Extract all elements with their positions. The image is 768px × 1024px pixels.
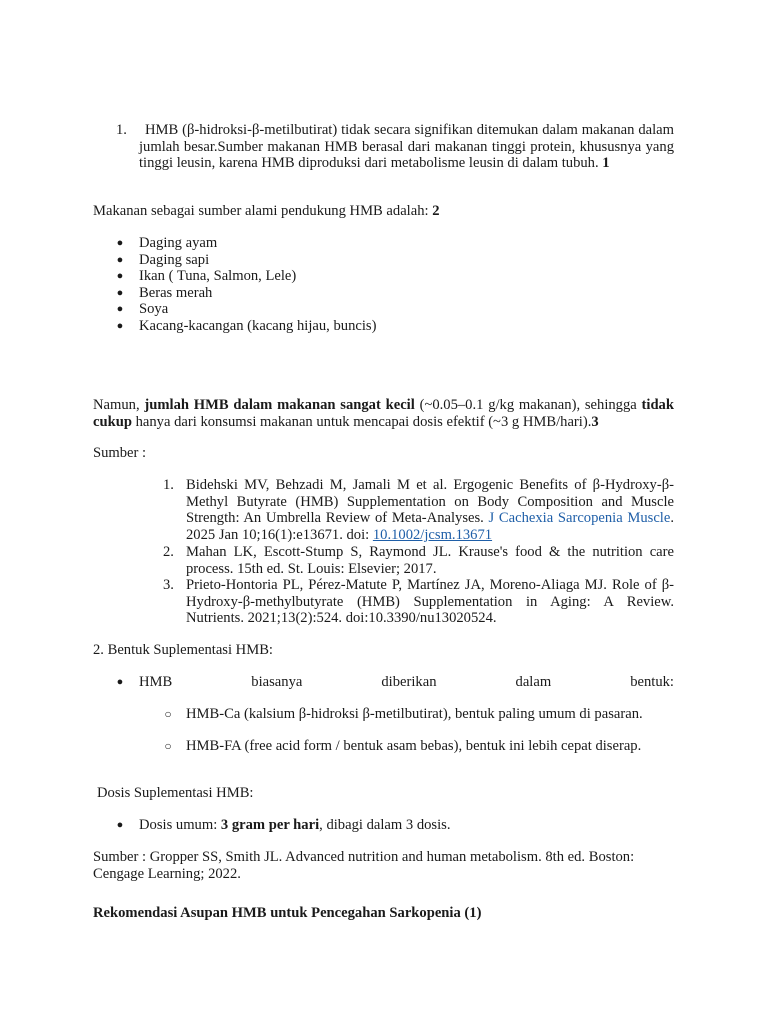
recommendation-heading: Rekomendasi Asupan HMB untuk Pencegahan Sarkopenia (1) [93, 905, 482, 921]
list-item: Beras merah [139, 284, 213, 301]
dosage-source: Sumber : Gropper SS, Smith JL. Advanced nutrition and human metabolism. 8th ed. Boston: Cengage Learning; 2022. [93, 849, 635, 882]
reference-item [186, 477, 674, 543]
supplement-form-item: HMB-Ca (kalsium β-hidroksi β-metilbutirat), bentuk paling umum di pasaran. [186, 706, 643, 722]
note-emphasis: tidak cukup [93, 397, 674, 430]
hmb-intro-text: HMB (β-hidroksi-β-metilbutirat) tidak secara signifikan ditemukan dalam makanan dalam jumlah besar.Sumber makanan HMB berasal dari makanan tinggi protein, khususnya yang tinggi leusin, karena HMB diproduksi dari metabolisme leusin di dalam tubuh. [139, 122, 674, 172]
food-sources-intro-text: Makanan sebagai sumber alami pendukung HMB adalah: [93, 203, 429, 219]
reference-item [186, 577, 674, 627]
bullet-icon: ● [116, 237, 124, 249]
section-heading: 2. Bentuk Suplementasi HMB: [93, 642, 273, 658]
journal-name: J Cachexia Sarcopenia Muscle [488, 510, 671, 527]
circle-bullet-icon: ○ [164, 707, 172, 721]
dosage-text: , dibagi dalam 3 dosis. [319, 817, 451, 833]
reference-number: 1. [163, 477, 174, 493]
bullet-icon: ● [116, 253, 124, 266]
bullet-icon: ● [116, 819, 124, 831]
bullet-icon: ● [116, 286, 124, 299]
bullet-icon: ● [116, 676, 124, 688]
hmb-intro-paragraph [139, 122, 674, 172]
list-number: 1. [116, 122, 127, 138]
list-item: Daging ayam [139, 235, 218, 251]
reference-item [186, 544, 674, 577]
reference-text: . 2025 Jan 10;16(1):e13671. doi: [186, 510, 674, 543]
citation-ref: 2 [432, 203, 440, 219]
dosage-text: Dosis umum: [139, 817, 218, 833]
list-item: Kacang-kacangan (kacang hijau, buncis) [139, 318, 377, 334]
supplement-forms-intro: HMB biasanya diberikan dalam bentuk: [139, 674, 674, 690]
circle-bullet-icon: ○ [164, 739, 172, 753]
sources-label: Sumber : [93, 445, 147, 461]
bullet-icon: ● [116, 270, 124, 283]
bullet-icon: ● [116, 320, 124, 332]
reference-text: Mahan LK, Escott-Stump S, Raymond JL. Krause's food & the nutrition care process. 15th ed. St. Louis: Elsevier; 2017. [186, 544, 674, 577]
dosage-note-paragraph [93, 397, 674, 430]
citation-ref: 1 [602, 155, 610, 172]
list-item: Ikan ( Tuna, Salmon, Lele) [139, 268, 297, 285]
food-sources-intro [93, 203, 674, 220]
list-item: Daging sapi [139, 251, 210, 268]
dosage-amount: 3 gram per hari [220, 817, 320, 833]
dosage-item [139, 817, 450, 834]
citation-ref: 3 [591, 413, 599, 430]
reference-number: 3. [163, 577, 174, 593]
note-emphasis: jumlah HMB dalam makanan sangat kecil [144, 397, 415, 413]
note-text: Namun, [93, 397, 140, 413]
note-text: (~0.05–0.1 g/kg makanan), sehingga [419, 397, 637, 413]
list-item: Soya [139, 301, 169, 318]
dosage-heading: Dosis Suplementasi HMB: [97, 785, 254, 801]
reference-text: Bidehski MV, Behzadi M, Jamali M et al. Ergogenic Benefits of β-Hydroxy-β-Methyl Butyrate (HMB) Supplementation on Body Composition and Muscle Strength: An Umbrella Review of Meta-Analyses. [186, 477, 674, 527]
doi-link[interactable]: 10.1002/jcsm.13671 [372, 526, 493, 543]
reference-text: Prieto-Hontoria PL, Pérez-Matute P, Martínez JA, Moreno-Aliaga MJ. Role of β-Hydroxy-β-methylbutyrate (HMB) Supplementation in Aging: A Review. Nutrients. 2021;13(2):524. doi:10.3390/nu13020524. [186, 577, 674, 627]
supplement-form-item: HMB-FA (free acid form / bentuk asam bebas), bentuk ini lebih cepat diserap. [186, 738, 642, 754]
bullet-icon: ● [116, 303, 124, 316]
reference-number: 2. [163, 544, 174, 560]
note-text: hanya dari konsumsi makanan untuk mencapai dosis efektif (~3 g HMB/hari). [135, 413, 592, 430]
